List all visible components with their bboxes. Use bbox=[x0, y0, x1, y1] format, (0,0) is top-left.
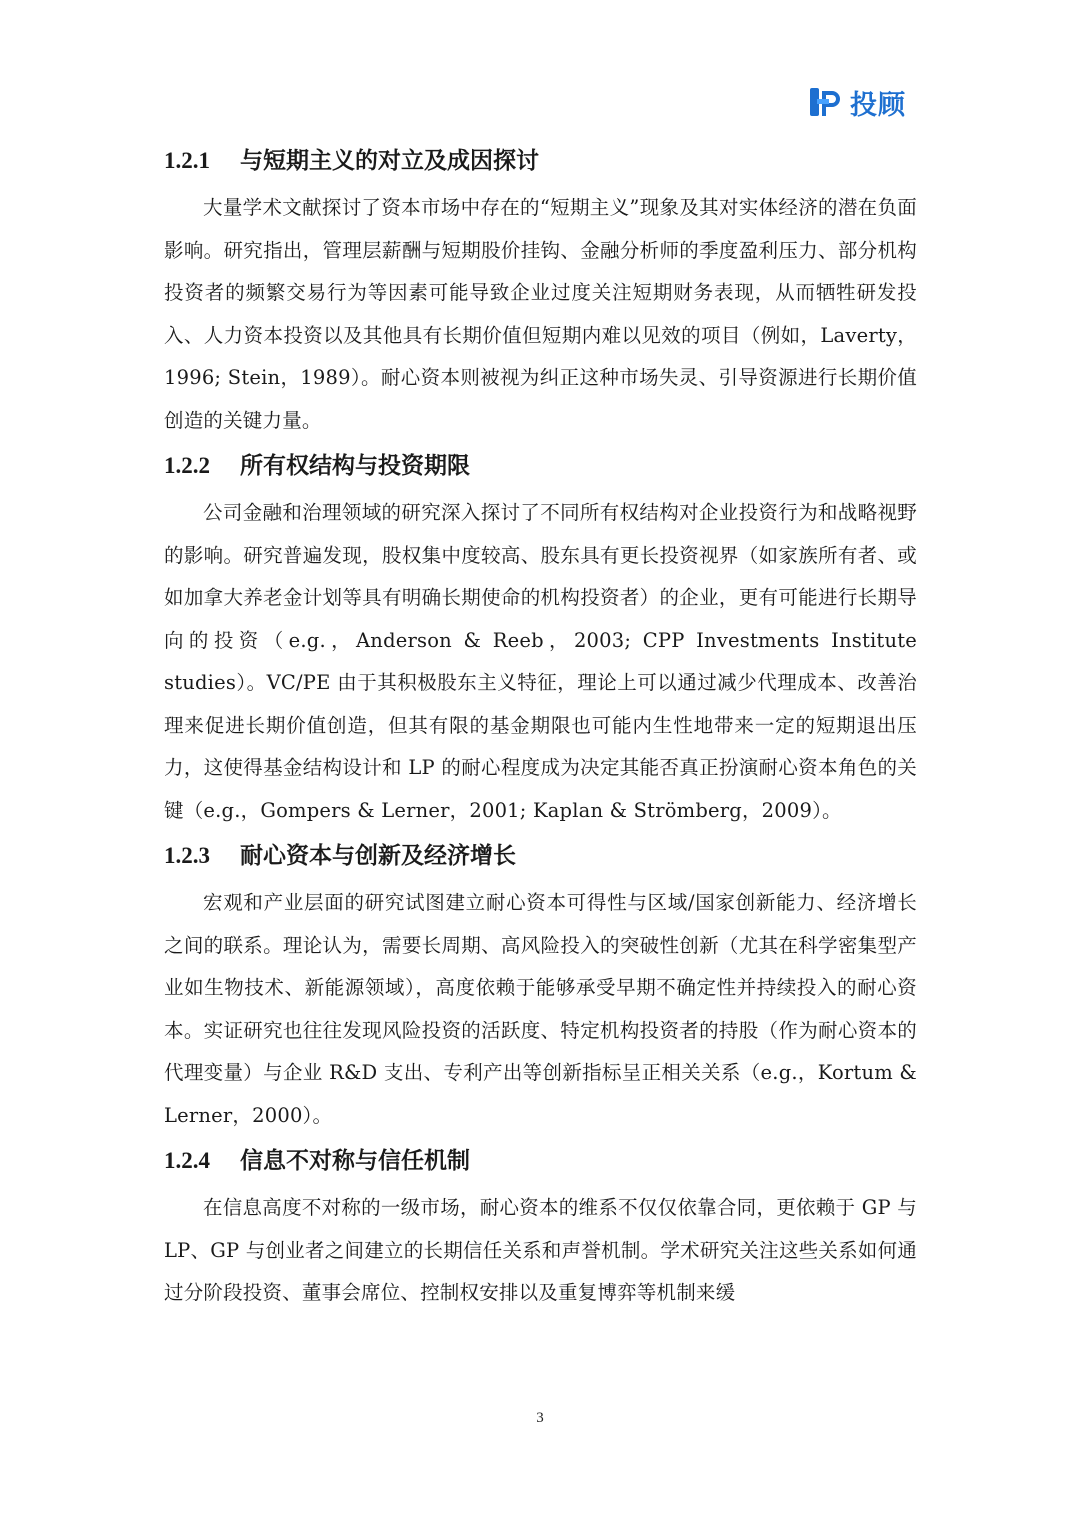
section-number: 1.2.3 bbox=[164, 843, 210, 868]
section-title: 耐心资本与创新及经济增长 bbox=[240, 843, 516, 869]
section-heading bbox=[164, 1141, 917, 1181]
document-body bbox=[164, 141, 917, 1319]
logo-mark-icon bbox=[808, 85, 844, 119]
section-paragraph: 宏观和产业层面的研究试图建立耐心资本可得性与区域/国家创新能力、经济增长之间的联系。理论认为，需要长周期、高风险投入的突破性创新（尤其在科学密集型产业如生物技术、新能源领域），高度依赖于能够承受早期不确定性并持续投入的耐心资本。实证研究也往往发现风险投资的活跃度、特定机构投资者的持股（作为耐心资本的代理变量）与企业 R&D 支出、专利产出等创新指标呈正相关关系（e.g.，Kortum & Lerner，2000）。 bbox=[164, 891, 917, 1127]
section-paragraph: 在信息高度不对称的一级市场，耐心资本的维系不仅仅依靠合同，更依赖于 GP 与 LP、GP 与创业者之间建立的长期信任关系和声誉机制。学术研究关注这些关系如何通过分阶段投资、董事会席位、控制权安排以及重复博弈等机制来缓 bbox=[164, 1196, 917, 1304]
section-heading bbox=[164, 141, 917, 181]
logo-text: 投顾 bbox=[850, 89, 906, 121]
page-number: 3 bbox=[536, 1410, 544, 1426]
section-number: 1.2.2 bbox=[164, 453, 210, 478]
section-1-2-2 bbox=[164, 446, 917, 832]
section-1-2-4 bbox=[164, 1141, 917, 1315]
section-title: 与短期主义的对立及成因探讨 bbox=[240, 148, 539, 174]
brand-logo bbox=[808, 84, 906, 120]
section-number: 1.2.4 bbox=[164, 1148, 210, 1173]
section-title: 所有权结构与投资期限 bbox=[240, 453, 470, 479]
section-heading bbox=[164, 446, 917, 486]
section-title: 信息不对称与信任机制 bbox=[240, 1148, 470, 1174]
section-1-2-1 bbox=[164, 141, 917, 442]
section-heading bbox=[164, 836, 917, 876]
section-paragraph: 公司金融和治理领域的研究深入探讨了不同所有权结构对企业投资行为和战略视野的影响。研究普遍发现，股权集中度较高、股东具有更长投资视界（如家族所有者、或如加拿大养老金计划等具有明确长期使命的机构投资者）的企业，更有可能进行长期导向的投资（e.g.，Anderson & Reeb，2003; CPP Investments Institute studies）。VC/PE 由于其积极股东主义特征，理论上可以通过减少代理成本、改善治理来促进长期价值创造，但其有限的基金期限也可能内生性地带来一定的短期退出压力，这使得基金结构设计和 LP 的耐心程度成为决定其能否真正扮演耐心资本角色的关键（e.g.，Gompers & Lerner，2001; Kaplan & Strömberg，2009）。 bbox=[164, 501, 917, 822]
section-paragraph: 大量学术文献探讨了资本市场中存在的“短期主义”现象及其对实体经济的潜在负面影响。研究指出，管理层薪酬与短期股价挂钩、金融分析师的季度盈利压力、部分机构投资者的频繁交易行为等因素可能导致企业过度关注短期财务表现，从而牺牲研发投入、人力资本投资以及其他具有长期价值但短期内难以见效的项目（例如，Laverty，1996; Stein，1989）。耐心资本则被视为纠正这种市场失灵、引导资源进行长期价值创造的关键力量。 bbox=[164, 196, 917, 432]
section-1-2-3 bbox=[164, 836, 917, 1137]
section-number: 1.2.1 bbox=[164, 148, 210, 173]
